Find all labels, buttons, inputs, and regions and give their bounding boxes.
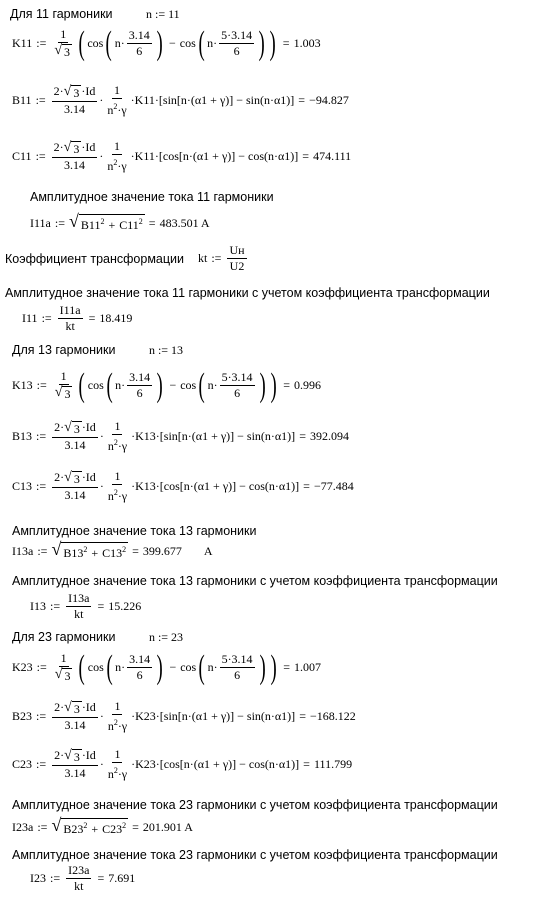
den-n: n bbox=[107, 767, 114, 781]
cos-fn: cos bbox=[180, 660, 197, 674]
exp-2: 2 bbox=[113, 158, 118, 167]
plus-op: + bbox=[91, 546, 99, 560]
heading-23-label: Для 23 гармоники bbox=[12, 630, 116, 644]
result-I13: 15.226 bbox=[108, 599, 142, 613]
assign-op: := bbox=[37, 543, 48, 558]
amp13t-label: Амплитудное значение тока 13 гармоники с учетом коэффициента трансформации bbox=[12, 574, 498, 588]
n-mul: n· bbox=[115, 378, 126, 392]
frac-5pi-6 bbox=[220, 653, 255, 682]
frac-2sqrt3Id: 2· √ 3 ·Id 3.14 bbox=[54, 748, 96, 780]
den-n: n bbox=[107, 489, 114, 503]
frac-den: 6 bbox=[136, 386, 143, 400]
result-B11: −94.827 bbox=[309, 93, 349, 107]
var-B13: B13 bbox=[12, 429, 33, 443]
frac-num: 5·3.14 bbox=[221, 370, 253, 384]
frac-den: 6 bbox=[136, 668, 143, 682]
equals-op: = bbox=[299, 429, 306, 443]
paren-close: ) bbox=[270, 366, 277, 404]
formula-C11: C11 := 2· √ 3 ·Id 3.14 · $\frac{1}{n^2\cdot\gamma}$ · K11 ·[cos[n·(α1 + γ)] − cos(n·α1)] = 474.111 bbox=[12, 139, 352, 173]
result-I23: 7.691 bbox=[108, 871, 136, 885]
frac-den: 6 bbox=[136, 44, 143, 58]
minus-op: − bbox=[169, 660, 177, 674]
frac-num: 1 bbox=[114, 469, 121, 483]
frac-pi-6 bbox=[127, 371, 152, 400]
formula-I11 bbox=[22, 304, 132, 333]
cos-fn: cos bbox=[87, 36, 104, 50]
den-gamma: ·γ bbox=[117, 103, 127, 117]
assign-op: := bbox=[36, 479, 47, 493]
frac-2sqrt3Id: 2· √ 3 ·Id 3.14 bbox=[54, 700, 96, 732]
frac-2sqrt3Id: 2· √ 3 ·Id 3.14 bbox=[53, 84, 96, 116]
den-gamma: ·γ bbox=[117, 767, 128, 781]
sq-a: B11 bbox=[80, 218, 101, 232]
frac-den: 3.14 bbox=[64, 438, 86, 452]
frac-1-sqrt3: 1 √ 3 bbox=[54, 651, 71, 683]
paren-open: ( bbox=[105, 24, 113, 62]
var-I11a: I11a bbox=[30, 215, 51, 230]
sqrt-arg: 3 bbox=[73, 142, 80, 156]
paren-open: ( bbox=[79, 366, 86, 404]
result-K13: 0.996 bbox=[294, 378, 321, 392]
assign-op: := bbox=[36, 429, 47, 443]
assign-op: := bbox=[36, 709, 47, 723]
frac-num: 1 bbox=[114, 747, 121, 761]
formula-kt bbox=[198, 244, 249, 273]
coef-K13: K13 bbox=[135, 429, 156, 443]
paren-close: ) bbox=[259, 648, 266, 686]
exp-2: 2 bbox=[113, 718, 118, 727]
sqrt-arg: 3 bbox=[64, 45, 71, 59]
result-C13: −77.484 bbox=[313, 479, 354, 493]
num-Id: ·Id bbox=[81, 700, 96, 714]
frac-num: I23a bbox=[68, 863, 90, 877]
paren-open: ( bbox=[198, 366, 206, 404]
coef-K11: K11 bbox=[134, 93, 155, 107]
assign-op: := bbox=[41, 311, 52, 325]
den-n: n bbox=[107, 159, 114, 173]
result-K23: 1.007 bbox=[294, 660, 321, 674]
var-K23: K23 bbox=[12, 660, 33, 674]
assign-op: := bbox=[36, 378, 47, 392]
paren-open: ( bbox=[79, 648, 86, 686]
assign-op: := bbox=[36, 660, 47, 674]
paren-close: ) bbox=[270, 24, 277, 62]
num-2: 2· bbox=[54, 700, 65, 714]
exp-2: 2 bbox=[113, 488, 118, 497]
den-gamma: ·γ bbox=[117, 439, 128, 453]
sin-bracket: ·[sin[n·(α1 + γ)] − sin(n·α1)] bbox=[154, 93, 295, 107]
num-2: 2· bbox=[53, 84, 64, 98]
sq-a: B23 bbox=[63, 822, 84, 836]
frac-5pi-6 bbox=[219, 29, 254, 58]
result-C11: 474.111 bbox=[313, 149, 352, 163]
var-C11: C11 bbox=[12, 149, 32, 163]
frac-pi-6 bbox=[127, 653, 152, 682]
num-2: 2· bbox=[53, 140, 64, 154]
den-n: n bbox=[107, 439, 114, 453]
var-I13: I13 bbox=[30, 599, 46, 613]
equals-op: = bbox=[282, 36, 290, 50]
exp-2: 2 bbox=[138, 217, 143, 226]
amp23t-label: Амплитудное значение тока 23 гармоники с учетом коэффициента трансформации bbox=[12, 848, 498, 862]
frac-1-n2gamma bbox=[106, 748, 129, 781]
exp-2: 2 bbox=[83, 821, 88, 830]
formula-I11a: I11a := √ $B11^2 + C11^2$ = 483.501 A bbox=[30, 211, 210, 232]
formula-B11: B11 := 2· √ 3 ·Id 3.14 · $\frac{1}{n^2\cdot\gamma}$ · K11 ·[sin[n·(α1 + γ)] − sin(n·α1)] = −94.827 bbox=[12, 83, 349, 117]
frac-2sqrt3Id: 2· √ 3 ·Id 3.14 bbox=[53, 140, 96, 172]
sqrt-arg: 3 bbox=[73, 86, 80, 100]
coef-K13: K13 bbox=[135, 479, 156, 493]
frac-num: 1 bbox=[60, 651, 67, 665]
equals-op: = bbox=[303, 757, 310, 771]
frac-I11a-kt bbox=[58, 304, 83, 333]
frac-pi-6 bbox=[127, 29, 152, 58]
den-gamma: ·γ bbox=[117, 719, 128, 733]
var-C23: C23 bbox=[12, 757, 33, 771]
plus-op: + bbox=[108, 218, 116, 232]
n-mul: n· bbox=[115, 660, 126, 674]
cos-fn: cos bbox=[179, 36, 196, 50]
sq-b: C11 bbox=[119, 218, 139, 232]
var-I13a: I13a bbox=[12, 543, 34, 558]
frac-den: 3.14 bbox=[64, 158, 86, 172]
equals-op: = bbox=[132, 819, 139, 834]
equals-op: = bbox=[302, 149, 310, 163]
den-n: n bbox=[107, 719, 114, 733]
frac-den: 3.14 bbox=[64, 718, 86, 732]
frac-1-sqrt3: 1 √ 3 bbox=[54, 369, 71, 401]
frac-den: 6 bbox=[233, 44, 240, 58]
heading-11 bbox=[10, 7, 180, 22]
cos-bracket: ·[cos[n·(α1 + γ)] − cos(n·α1)] bbox=[155, 757, 300, 771]
frac-den: 3.14 bbox=[64, 488, 86, 502]
exp-2: 2 bbox=[113, 438, 118, 447]
heading-13 bbox=[12, 343, 183, 358]
sqrt-arg: 3 bbox=[73, 702, 80, 716]
den-gamma: ·γ bbox=[117, 159, 127, 173]
n-mul: n· bbox=[207, 660, 218, 674]
sqrt-arg: 3 bbox=[73, 472, 80, 486]
frac-den: kt bbox=[74, 879, 84, 893]
formula-I23a: I23a := √ $B23^2 + C23^2$ = 201.901 A bbox=[12, 815, 193, 836]
frac-1-n2gamma bbox=[105, 140, 128, 173]
den-n: n bbox=[107, 103, 114, 117]
paren-close: ) bbox=[270, 648, 277, 686]
minus-op: − bbox=[169, 36, 176, 50]
var-C13: C13 bbox=[12, 479, 33, 493]
kt-label: Коэффициент трансформации bbox=[5, 251, 184, 266]
result-I23a: 201.901 A bbox=[142, 819, 193, 834]
frac-num: 3.14 bbox=[129, 652, 151, 666]
frac-2sqrt3Id: 2· √ 3 ·Id 3.14 bbox=[54, 470, 96, 502]
sqrt-arg: 3 bbox=[64, 669, 71, 683]
frac-num: 1 bbox=[114, 419, 121, 433]
n-assign-13: n := 13 bbox=[148, 343, 184, 357]
frac-num: I13a bbox=[68, 591, 90, 605]
var-I11: I11 bbox=[22, 311, 38, 325]
sin-bracket: ·[sin[n·(α1 + γ)] − sin(n·α1)] bbox=[155, 709, 296, 723]
equals-op: = bbox=[88, 311, 96, 325]
frac-den: 3.14 bbox=[64, 766, 86, 780]
var-kt: kt bbox=[198, 251, 208, 265]
amp13-label: Амплитудное значение тока 13 гармоники bbox=[12, 524, 257, 538]
formula-B23: B23 := 2· √ 3 ·Id 3.14 · $\frac{1}{n^2\cdot\gamma}$ · K23 ·[sin[n·(α1 + γ)] − sin(n·α1)] = −168.122 bbox=[12, 699, 356, 733]
num-Id: ·Id bbox=[81, 470, 96, 484]
assign-op: := bbox=[54, 215, 65, 230]
paren-close: ) bbox=[156, 648, 163, 686]
formula-C13: C13 := 2· √ 3 ·Id 3.14 · $\frac{1}{n^2\cdot\gamma}$ · K13 ·[cos[n·(α1 + γ)] − cos(n·α1)] = −77.484 bbox=[12, 469, 354, 503]
plus-op: + bbox=[91, 822, 99, 836]
n-mul: n· bbox=[114, 36, 125, 50]
exp-2: 2 bbox=[122, 821, 127, 830]
num-2: 2· bbox=[54, 470, 65, 484]
equals-op: = bbox=[148, 215, 156, 230]
paren-close: ) bbox=[259, 366, 266, 404]
sq-b: C13 bbox=[102, 546, 123, 560]
equals-op: = bbox=[97, 599, 105, 613]
amp23-label: Амплитудное значение тока 23 гармоники с учетом коэффициента трансформации bbox=[12, 798, 498, 812]
kt-row bbox=[5, 244, 249, 273]
n-assign-23: n := 23 bbox=[148, 630, 184, 644]
heading-11-label: Для 11 гармоники bbox=[10, 7, 113, 21]
paren-open: ( bbox=[106, 648, 113, 686]
equals-op: = bbox=[299, 709, 306, 723]
result-I11: 18.419 bbox=[99, 311, 133, 325]
equals-op: = bbox=[303, 479, 310, 493]
frac-num: 1 bbox=[60, 369, 67, 383]
frac-1-n2gamma bbox=[105, 84, 128, 117]
result-C23: 111.799 bbox=[313, 757, 353, 771]
equals-op: = bbox=[283, 660, 290, 674]
frac-num: 3.14 bbox=[129, 370, 151, 384]
n-mul: n· bbox=[207, 36, 218, 50]
heading-13-label: Для 13 гармоники bbox=[12, 343, 116, 357]
formula-I13 bbox=[30, 592, 141, 621]
frac-1-n2gamma bbox=[106, 420, 129, 453]
frac-I23a-kt bbox=[66, 864, 91, 893]
formula-K23 bbox=[12, 648, 321, 686]
frac-den: U2 bbox=[229, 259, 245, 273]
num-Id: ·Id bbox=[81, 140, 96, 154]
sq-a: B13 bbox=[63, 546, 84, 560]
formula-I13a: I13a := √ $B13^2 + C13^2$ = 399.677 A bbox=[12, 539, 213, 560]
frac-den: 6 bbox=[234, 386, 241, 400]
cos-bracket: ·[cos[n·(α1 + γ)] − cos(n·α1)] bbox=[154, 149, 299, 163]
num-2: 2· bbox=[54, 748, 65, 762]
var-K13: K13 bbox=[12, 378, 33, 392]
equals-op: = bbox=[283, 378, 290, 392]
paren-close: ) bbox=[258, 24, 265, 62]
frac-den: 6 bbox=[234, 668, 241, 682]
assign-op: := bbox=[35, 93, 46, 107]
frac-1-n2gamma bbox=[106, 470, 129, 503]
equals-op: = bbox=[97, 871, 105, 885]
var-I23a: I23a bbox=[12, 819, 34, 834]
frac-num: Uн bbox=[229, 243, 245, 257]
formula-K11 bbox=[12, 24, 321, 62]
coef-K23: K23 bbox=[135, 757, 156, 771]
heading-23 bbox=[12, 630, 183, 645]
sin-bracket: ·[sin[n·(α1 + γ)] − sin(n·α1)] bbox=[155, 429, 296, 443]
paren-close: ) bbox=[156, 24, 163, 62]
var-B23: B23 bbox=[12, 709, 33, 723]
paren-open: ( bbox=[198, 648, 206, 686]
sqrt-arg: 3 bbox=[73, 750, 80, 764]
exp-2: 2 bbox=[122, 545, 127, 554]
frac-5pi-6 bbox=[220, 371, 255, 400]
frac-num: I11a bbox=[59, 303, 81, 317]
cos-fn: cos bbox=[87, 660, 104, 674]
frac-den: 3.14 bbox=[64, 102, 86, 116]
formula-I23 bbox=[30, 864, 135, 893]
result-I13a: 399.677 bbox=[142, 543, 182, 558]
assign-op: := bbox=[50, 871, 61, 885]
frac-2sqrt3Id: 2· √ 3 ·Id 3.14 bbox=[54, 420, 96, 452]
exp-2: 2 bbox=[113, 102, 118, 111]
var-I23: I23 bbox=[30, 871, 46, 885]
num-2: 2· bbox=[54, 420, 65, 434]
var-B11: B11 bbox=[12, 93, 32, 107]
formula-C23: C23 := 2· √ 3 ·Id 3.14 · $\frac{1}{n^2\cdot\gamma}$ · K23 ·[cos[n·(α1 + γ)] − cos(n·α1)] = 111.799 bbox=[12, 747, 353, 781]
assign-op: := bbox=[35, 149, 46, 163]
n-assign-11: n := 11 bbox=[146, 7, 180, 21]
unit-I13a: A bbox=[203, 543, 213, 558]
sqrt-arg: 3 bbox=[64, 387, 71, 401]
coef-K11: K11 bbox=[134, 149, 155, 163]
cos-bracket: ·[cos[n·(α1 + γ)] − cos(n·α1)] bbox=[155, 479, 300, 493]
paren-open: ( bbox=[78, 24, 85, 62]
formula-B13: B13 := 2· √ 3 ·Id 3.14 · $\frac{1}{n^2\cdot\gamma}$ · K13 ·[sin[n·(α1 + γ)] − sin(n·α1)] = 392.094 bbox=[12, 419, 349, 453]
frac-num: 3.14 bbox=[128, 28, 150, 42]
num-Id: ·Id bbox=[81, 420, 96, 434]
equals-op: = bbox=[132, 543, 139, 558]
exp-2: 2 bbox=[100, 217, 105, 226]
formula-K13 bbox=[12, 366, 321, 404]
var-K11: K11 bbox=[12, 36, 33, 50]
frac-num: 1 bbox=[114, 83, 121, 97]
assign-op: := bbox=[36, 757, 47, 771]
result-I11a: 483.501 A bbox=[159, 215, 210, 230]
paren-open: ( bbox=[198, 24, 205, 62]
sq-b: C23 bbox=[102, 822, 123, 836]
result-K11: 1.003 bbox=[293, 36, 321, 50]
frac-num: 1 bbox=[114, 139, 121, 153]
result-B13: 392.094 bbox=[309, 429, 349, 443]
assign-op: := bbox=[50, 599, 61, 613]
frac-1-sqrt3: 1 √ 3 bbox=[54, 27, 71, 59]
result-B23: −168.122 bbox=[309, 709, 356, 723]
num-Id: ·Id bbox=[81, 84, 96, 98]
frac-1-n2gamma bbox=[106, 700, 129, 733]
frac-den: kt bbox=[74, 607, 84, 621]
frac-num: 5·3.14 bbox=[221, 28, 253, 42]
minus-op: − bbox=[169, 378, 177, 392]
den-gamma: ·γ bbox=[117, 489, 128, 503]
paren-open: ( bbox=[106, 366, 113, 404]
assign-op: := bbox=[37, 819, 48, 834]
assign-op: := bbox=[36, 36, 47, 50]
frac-I13a-kt bbox=[66, 592, 91, 621]
frac-num: 5·3.14 bbox=[221, 652, 253, 666]
amp11-label: Амплитудное значение тока 11 гармоники bbox=[30, 190, 274, 204]
sqrt-arg: 3 bbox=[73, 422, 80, 436]
n-mul: n· bbox=[207, 378, 218, 392]
num-Id: ·Id bbox=[81, 748, 96, 762]
frac-den: kt bbox=[65, 319, 75, 333]
exp-2: 2 bbox=[83, 545, 88, 554]
cos-fn: cos bbox=[87, 378, 104, 392]
coef-K23: K23 bbox=[135, 709, 156, 723]
frac-num: 1 bbox=[60, 27, 67, 41]
equals-op: = bbox=[298, 93, 306, 107]
frac-num: 1 bbox=[114, 699, 121, 713]
frac-Un-U2 bbox=[227, 244, 246, 273]
exp-2: 2 bbox=[113, 766, 118, 775]
assign-op: := bbox=[211, 251, 222, 265]
amp11t-label: Амплитудное значение тока 11 гармоники с учетом коэффициента трансформации bbox=[5, 286, 490, 300]
cos-fn: cos bbox=[180, 378, 197, 392]
paren-close: ) bbox=[156, 366, 163, 404]
